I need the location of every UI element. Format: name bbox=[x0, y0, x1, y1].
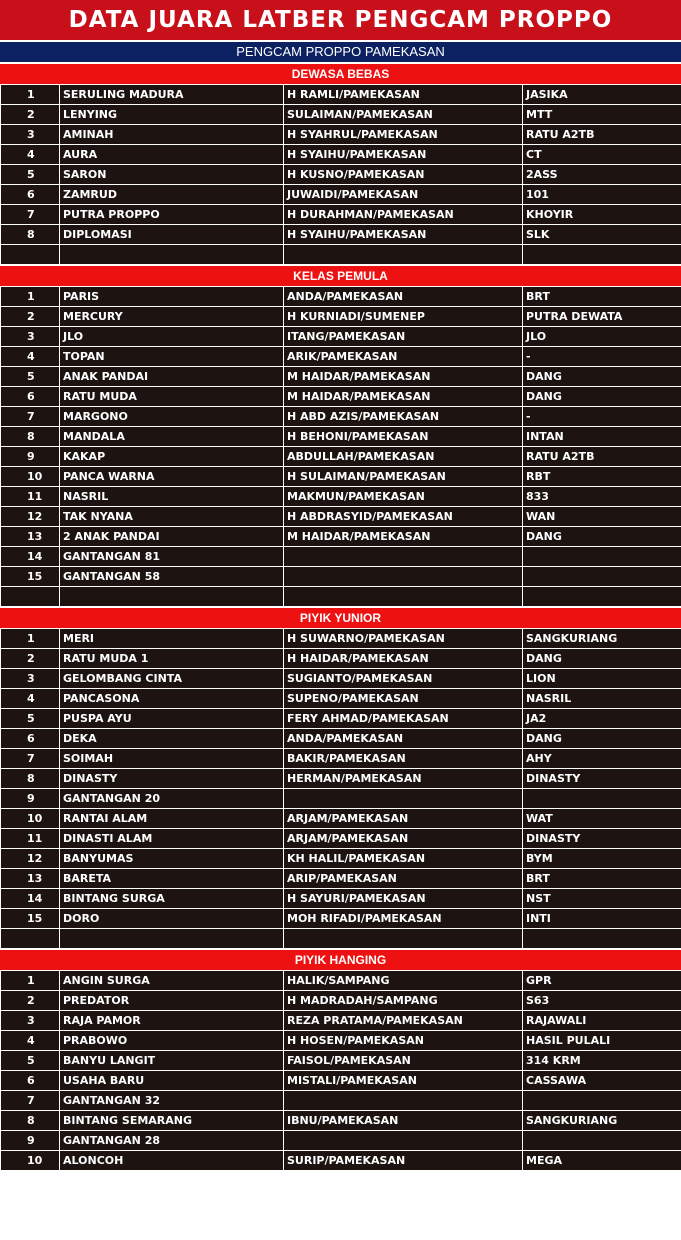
table-row bbox=[1, 849, 681, 869]
cell-bird-name: USAHA BARU bbox=[60, 1071, 284, 1091]
cell-number: 4 bbox=[1, 1031, 60, 1051]
table-row bbox=[1, 407, 681, 427]
section-header: KELAS PEMULA bbox=[0, 265, 681, 286]
table-row bbox=[1, 145, 681, 165]
table-row bbox=[1, 467, 681, 487]
cell-team: WAT bbox=[523, 809, 681, 829]
cell-number: 8 bbox=[1, 225, 60, 245]
cell-number: 5 bbox=[1, 709, 60, 729]
cell-owner: H ABDRASYID/PAMEKASAN bbox=[284, 507, 523, 527]
cell-bird-name: BARETA bbox=[60, 869, 284, 889]
cell-team bbox=[523, 567, 681, 587]
cell-team: BRT bbox=[523, 869, 681, 889]
cell-owner: M HAIDAR/PAMEKASAN bbox=[284, 367, 523, 387]
cell-team: DANG bbox=[523, 367, 681, 387]
cell-number: 9 bbox=[1, 447, 60, 467]
cell-bird-name: RATU MUDA bbox=[60, 387, 284, 407]
cell-number: 5 bbox=[1, 1051, 60, 1071]
cell-owner: SUGIANTO/PAMEKASAN bbox=[284, 669, 523, 689]
cell-bird-name: DINASTI ALAM bbox=[60, 829, 284, 849]
cell-team: JA2 bbox=[523, 709, 681, 729]
cell-owner: H SYAIHU/PAMEKASAN bbox=[284, 145, 523, 165]
cell-owner: MISTALI/PAMEKASAN bbox=[284, 1071, 523, 1091]
cell-owner: ITANG/PAMEKASAN bbox=[284, 327, 523, 347]
cell-owner: H SULAIMAN/PAMEKASAN bbox=[284, 467, 523, 487]
table-row bbox=[1, 729, 681, 749]
cell-number: 1 bbox=[1, 629, 60, 649]
table-row bbox=[1, 85, 681, 105]
table-row bbox=[1, 567, 681, 587]
table-row bbox=[1, 507, 681, 527]
cell-owner: SURIP/PAMEKASAN bbox=[284, 1151, 523, 1171]
cell-team: SANGKURIANG bbox=[523, 629, 681, 649]
cell-bird-name bbox=[60, 929, 284, 949]
cell-number: 7 bbox=[1, 749, 60, 769]
cell-bird-name: RANTAI ALAM bbox=[60, 809, 284, 829]
cell-team: S63 bbox=[523, 991, 681, 1011]
table-row bbox=[1, 487, 681, 507]
table-row bbox=[1, 829, 681, 849]
cell-bird-name: GANTANGAN 32 bbox=[60, 1091, 284, 1111]
cell-owner: REZA PRATAMA/PAMEKASAN bbox=[284, 1011, 523, 1031]
cell-number bbox=[1, 929, 60, 949]
cell-bird-name: PREDATOR bbox=[60, 991, 284, 1011]
cell-number: 6 bbox=[1, 1071, 60, 1091]
cell-bird-name: SOIMAH bbox=[60, 749, 284, 769]
cell-owner: ARJAM/PAMEKASAN bbox=[284, 829, 523, 849]
cell-team: SANGKURIANG bbox=[523, 1111, 681, 1131]
cell-team bbox=[523, 245, 681, 265]
cell-number: 7 bbox=[1, 407, 60, 427]
page-title: DATA JUARA LATBER PENGCAM PROPPO bbox=[0, 0, 681, 40]
cell-owner: H SYAHRUL/PAMEKASAN bbox=[284, 125, 523, 145]
cell-number: 14 bbox=[1, 547, 60, 567]
cell-number: 8 bbox=[1, 1111, 60, 1131]
cell-bird-name: PANCASONA bbox=[60, 689, 284, 709]
cell-team: JLO bbox=[523, 327, 681, 347]
cell-owner bbox=[284, 789, 523, 809]
cell-owner: ARIP/PAMEKASAN bbox=[284, 869, 523, 889]
cell-bird-name: MANDALA bbox=[60, 427, 284, 447]
cell-bird-name: TAK NYANA bbox=[60, 507, 284, 527]
cell-owner bbox=[284, 929, 523, 949]
cell-number: 1 bbox=[1, 971, 60, 991]
cell-number: 7 bbox=[1, 1091, 60, 1111]
cell-owner: HALIK/SAMPANG bbox=[284, 971, 523, 991]
table-row bbox=[1, 1071, 681, 1091]
table-row bbox=[1, 185, 681, 205]
results-table bbox=[0, 970, 681, 1171]
cell-team: 101 bbox=[523, 185, 681, 205]
table-row bbox=[1, 749, 681, 769]
cell-number: 3 bbox=[1, 669, 60, 689]
cell-team bbox=[523, 789, 681, 809]
cell-number: 10 bbox=[1, 809, 60, 829]
cell-owner: H MADRADAH/SAMPANG bbox=[284, 991, 523, 1011]
cell-number bbox=[1, 245, 60, 265]
cell-owner: ABDULLAH/PAMEKASAN bbox=[284, 447, 523, 467]
cell-bird-name: AURA bbox=[60, 145, 284, 165]
cell-number: 11 bbox=[1, 487, 60, 507]
table-row bbox=[1, 809, 681, 829]
cell-team: BYM bbox=[523, 849, 681, 869]
cell-team: GPR bbox=[523, 971, 681, 991]
cell-bird-name: GANTANGAN 28 bbox=[60, 1131, 284, 1151]
cell-team bbox=[523, 587, 681, 607]
cell-team: HASIL PULALI bbox=[523, 1031, 681, 1051]
table-row bbox=[1, 205, 681, 225]
cell-bird-name: ALONCOH bbox=[60, 1151, 284, 1171]
cell-bird-name: PUTRA PROPPO bbox=[60, 205, 284, 225]
cell-owner bbox=[284, 587, 523, 607]
cell-team: 314 KRM bbox=[523, 1051, 681, 1071]
cell-owner: FERY AHMAD/PAMEKASAN bbox=[284, 709, 523, 729]
table-row bbox=[1, 225, 681, 245]
cell-bird-name: ZAMRUD bbox=[60, 185, 284, 205]
cell-owner: H HAIDAR/PAMEKASAN bbox=[284, 649, 523, 669]
table-row bbox=[1, 347, 681, 367]
cell-number: 11 bbox=[1, 829, 60, 849]
cell-owner: H KURNIADI/SUMENEP bbox=[284, 307, 523, 327]
cell-bird-name: TOPAN bbox=[60, 347, 284, 367]
cell-team: JASIKA bbox=[523, 85, 681, 105]
table-row bbox=[1, 327, 681, 347]
cell-bird-name: PUSPA AYU bbox=[60, 709, 284, 729]
cell-owner: M HAIDAR/PAMEKASAN bbox=[284, 527, 523, 547]
cell-team: BRT bbox=[523, 287, 681, 307]
cell-bird-name: RATU MUDA 1 bbox=[60, 649, 284, 669]
table-row bbox=[1, 1111, 681, 1131]
cell-team bbox=[523, 929, 681, 949]
table-row bbox=[1, 587, 681, 607]
table-row bbox=[1, 909, 681, 929]
cell-number: 3 bbox=[1, 1011, 60, 1031]
cell-team: RAJAWALI bbox=[523, 1011, 681, 1031]
cell-number: 6 bbox=[1, 387, 60, 407]
table-row bbox=[1, 1011, 681, 1031]
cell-number bbox=[1, 587, 60, 607]
cell-bird-name: PANCA WARNA bbox=[60, 467, 284, 487]
table-row bbox=[1, 165, 681, 185]
table-row bbox=[1, 869, 681, 889]
cell-number: 13 bbox=[1, 869, 60, 889]
cell-team: DANG bbox=[523, 527, 681, 547]
cell-number: 1 bbox=[1, 85, 60, 105]
cell-team: 833 bbox=[523, 487, 681, 507]
cell-bird-name: GANTANGAN 58 bbox=[60, 567, 284, 587]
cell-number: 2 bbox=[1, 991, 60, 1011]
section-header: PIYIK HANGING bbox=[0, 949, 681, 970]
cell-team: 2ASS bbox=[523, 165, 681, 185]
cell-bird-name: NASRIL bbox=[60, 487, 284, 507]
cell-owner: KH HALIL/PAMEKASAN bbox=[284, 849, 523, 869]
cell-number: 2 bbox=[1, 307, 60, 327]
cell-number: 7 bbox=[1, 205, 60, 225]
cell-number: 15 bbox=[1, 909, 60, 929]
table-row bbox=[1, 991, 681, 1011]
cell-bird-name: PRABOWO bbox=[60, 1031, 284, 1051]
table-row bbox=[1, 527, 681, 547]
table-row bbox=[1, 769, 681, 789]
cell-owner bbox=[284, 1091, 523, 1111]
cell-owner: ANDA/PAMEKASAN bbox=[284, 287, 523, 307]
table-row bbox=[1, 669, 681, 689]
cell-bird-name: RAJA PAMOR bbox=[60, 1011, 284, 1031]
cell-team: KHOYIR bbox=[523, 205, 681, 225]
cell-bird-name bbox=[60, 245, 284, 265]
cell-bird-name: ANGIN SURGA bbox=[60, 971, 284, 991]
table-row bbox=[1, 1031, 681, 1051]
cell-bird-name: GANTANGAN 81 bbox=[60, 547, 284, 567]
cell-team: INTAN bbox=[523, 427, 681, 447]
cell-team bbox=[523, 547, 681, 567]
cell-owner: H BEHONI/PAMEKASAN bbox=[284, 427, 523, 447]
table-row bbox=[1, 105, 681, 125]
cell-number: 3 bbox=[1, 327, 60, 347]
cell-bird-name: SERULING MADURA bbox=[60, 85, 284, 105]
cell-team: NST bbox=[523, 889, 681, 909]
cell-owner: M HAIDAR/PAMEKASAN bbox=[284, 387, 523, 407]
cell-team: PUTRA DEWATA bbox=[523, 307, 681, 327]
cell-owner: H DURAHMAN/PAMEKASAN bbox=[284, 205, 523, 225]
cell-team: CT bbox=[523, 145, 681, 165]
cell-number: 1 bbox=[1, 287, 60, 307]
cell-team: NASRIL bbox=[523, 689, 681, 709]
table-row bbox=[1, 307, 681, 327]
cell-bird-name: GELOMBANG CINTA bbox=[60, 669, 284, 689]
cell-bird-name: GANTANGAN 20 bbox=[60, 789, 284, 809]
results-tables bbox=[0, 63, 681, 1171]
cell-number: 2 bbox=[1, 649, 60, 669]
table-row bbox=[1, 427, 681, 447]
cell-team: RBT bbox=[523, 467, 681, 487]
cell-bird-name bbox=[60, 587, 284, 607]
table-row bbox=[1, 387, 681, 407]
cell-bird-name: MERCURY bbox=[60, 307, 284, 327]
table-row bbox=[1, 1051, 681, 1071]
table-row bbox=[1, 789, 681, 809]
cell-bird-name: LENYING bbox=[60, 105, 284, 125]
cell-bird-name: BINTANG SEMARANG bbox=[60, 1111, 284, 1131]
table-row bbox=[1, 889, 681, 909]
cell-team: INTI bbox=[523, 909, 681, 929]
cell-team: CASSAWA bbox=[523, 1071, 681, 1091]
cell-team: DANG bbox=[523, 649, 681, 669]
cell-number: 8 bbox=[1, 427, 60, 447]
page-subtitle: PENGCAM PROPPO PAMEKASAN bbox=[0, 41, 681, 63]
cell-number: 14 bbox=[1, 889, 60, 909]
table-row bbox=[1, 125, 681, 145]
cell-bird-name: JLO bbox=[60, 327, 284, 347]
cell-owner bbox=[284, 567, 523, 587]
cell-team: - bbox=[523, 347, 681, 367]
table-row bbox=[1, 629, 681, 649]
cell-number: 15 bbox=[1, 567, 60, 587]
table-row bbox=[1, 547, 681, 567]
section-header: DEWASA BEBAS bbox=[0, 63, 681, 84]
cell-owner: H SAYURI/PAMEKASAN bbox=[284, 889, 523, 909]
cell-bird-name: BINTANG SURGA bbox=[60, 889, 284, 909]
cell-number: 6 bbox=[1, 729, 60, 749]
cell-bird-name: SARON bbox=[60, 165, 284, 185]
cell-owner: H HOSEN/PAMEKASAN bbox=[284, 1031, 523, 1051]
cell-number: 10 bbox=[1, 1151, 60, 1171]
cell-owner: H KUSNO/PAMEKASAN bbox=[284, 165, 523, 185]
table-row bbox=[1, 1091, 681, 1111]
cell-number: 12 bbox=[1, 849, 60, 869]
cell-team: DANG bbox=[523, 729, 681, 749]
cell-bird-name: MERI bbox=[60, 629, 284, 649]
cell-team: DINASTY bbox=[523, 829, 681, 849]
cell-number: 6 bbox=[1, 185, 60, 205]
cell-owner: ANDA/PAMEKASAN bbox=[284, 729, 523, 749]
cell-number: 5 bbox=[1, 367, 60, 387]
cell-bird-name: ANAK PANDAI bbox=[60, 367, 284, 387]
cell-team: DANG bbox=[523, 387, 681, 407]
cell-bird-name: DEKA bbox=[60, 729, 284, 749]
cell-owner: H RAMLI/PAMEKASAN bbox=[284, 85, 523, 105]
cell-owner: H SUWARNO/PAMEKASAN bbox=[284, 629, 523, 649]
results-table bbox=[0, 286, 681, 607]
table-row bbox=[1, 971, 681, 991]
table-row bbox=[1, 1131, 681, 1151]
cell-number: 4 bbox=[1, 145, 60, 165]
cell-bird-name: MARGONO bbox=[60, 407, 284, 427]
cell-bird-name: BANYUMAS bbox=[60, 849, 284, 869]
cell-bird-name: 2 ANAK PANDAI bbox=[60, 527, 284, 547]
cell-team: MEGA bbox=[523, 1151, 681, 1171]
cell-team: - bbox=[523, 407, 681, 427]
cell-team: RATU A2TB bbox=[523, 125, 681, 145]
table-row bbox=[1, 367, 681, 387]
cell-number: 5 bbox=[1, 165, 60, 185]
cell-number: 9 bbox=[1, 1131, 60, 1151]
cell-number: 4 bbox=[1, 689, 60, 709]
cell-team: MTT bbox=[523, 105, 681, 125]
cell-owner: MAKMUN/PAMEKASAN bbox=[284, 487, 523, 507]
cell-owner: JUWAIDI/PAMEKASAN bbox=[284, 185, 523, 205]
cell-bird-name: PARIS bbox=[60, 287, 284, 307]
table-row bbox=[1, 649, 681, 669]
cell-number: 8 bbox=[1, 769, 60, 789]
cell-team: LION bbox=[523, 669, 681, 689]
table-row bbox=[1, 689, 681, 709]
section-header: PIYIK YUNIOR bbox=[0, 607, 681, 628]
cell-bird-name: DORO bbox=[60, 909, 284, 929]
cell-owner: SUPENO/PAMEKASAN bbox=[284, 689, 523, 709]
cell-owner: ARJAM/PAMEKASAN bbox=[284, 809, 523, 829]
cell-owner: H ABD AZIS/PAMEKASAN bbox=[284, 407, 523, 427]
cell-bird-name: KAKAP bbox=[60, 447, 284, 467]
cell-owner bbox=[284, 1131, 523, 1151]
table-row bbox=[1, 709, 681, 729]
cell-team bbox=[523, 1091, 681, 1111]
results-table bbox=[0, 84, 681, 265]
cell-team: DINASTY bbox=[523, 769, 681, 789]
cell-owner: IBNU/PAMEKASAN bbox=[284, 1111, 523, 1131]
cell-number: 13 bbox=[1, 527, 60, 547]
cell-team: WAN bbox=[523, 507, 681, 527]
cell-bird-name: DIPLOMASI bbox=[60, 225, 284, 245]
cell-bird-name: DINASTY bbox=[60, 769, 284, 789]
cell-owner: FAISOL/PAMEKASAN bbox=[284, 1051, 523, 1071]
cell-number: 4 bbox=[1, 347, 60, 367]
table-row bbox=[1, 447, 681, 467]
cell-team: SLK bbox=[523, 225, 681, 245]
cell-owner bbox=[284, 547, 523, 567]
cell-number: 9 bbox=[1, 789, 60, 809]
table-row bbox=[1, 929, 681, 949]
table-row bbox=[1, 1151, 681, 1171]
cell-owner: H SYAIHU/PAMEKASAN bbox=[284, 225, 523, 245]
cell-number: 10 bbox=[1, 467, 60, 487]
cell-number: 3 bbox=[1, 125, 60, 145]
cell-team bbox=[523, 1131, 681, 1151]
cell-owner bbox=[284, 245, 523, 265]
cell-team: AHY bbox=[523, 749, 681, 769]
cell-owner: HERMAN/PAMEKASAN bbox=[284, 769, 523, 789]
cell-number: 12 bbox=[1, 507, 60, 527]
cell-owner: MOH RIFADI/PAMEKASAN bbox=[284, 909, 523, 929]
table-row bbox=[1, 287, 681, 307]
cell-bird-name: BANYU LANGIT bbox=[60, 1051, 284, 1071]
cell-number: 2 bbox=[1, 105, 60, 125]
table-row bbox=[1, 245, 681, 265]
cell-owner: SULAIMAN/PAMEKASAN bbox=[284, 105, 523, 125]
cell-team: RATU A2TB bbox=[523, 447, 681, 467]
cell-owner: ARIK/PAMEKASAN bbox=[284, 347, 523, 367]
cell-owner: BAKIR/PAMEKASAN bbox=[284, 749, 523, 769]
results-table bbox=[0, 628, 681, 949]
cell-bird-name: AMINAH bbox=[60, 125, 284, 145]
